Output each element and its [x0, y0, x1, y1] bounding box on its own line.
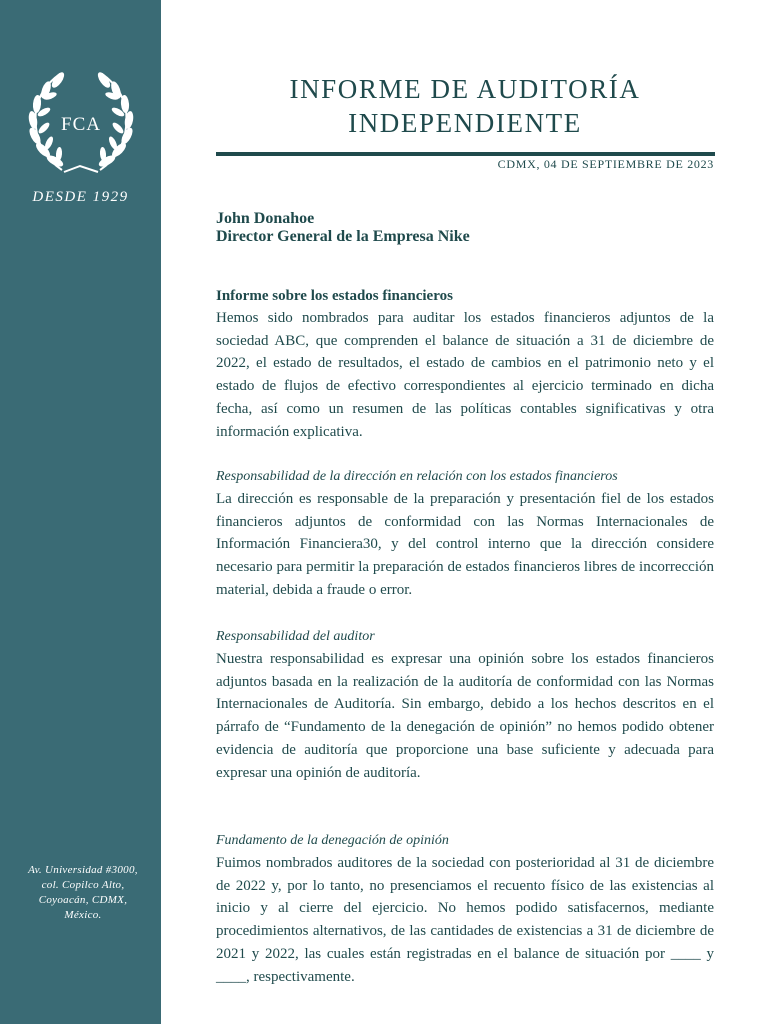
- section-paragraph: Nuestra responsabilidad es expresar una opinión sobre los estados financieros adjuntos basada en la realización de la auditoría de conformidad con las Normas Internacionales de Auditoría. Sin embargo, debido a los hechos descritos en el párrafo de “Fundamento de la denegación de opinión” no hemos podido obtener evidencia de auditoría que proporcione una base suficiente y adecuada para expresar una opinión de auditoría.: [216, 651, 714, 781]
- since-label: DESDE 1929: [32, 189, 129, 205]
- section-heading: Fundamento de la denegación de opinión: [216, 833, 449, 848]
- logo-text: FCA: [61, 114, 101, 135]
- section-paragraph: La dirección es responsable de la preparación y presentación fiel de los estados financieros adjuntos de conformidad con las Normas Internacionales de Información Financiera30, y del control interno que la dirección considere necesario para permitir la preparación de estados financieros libres de incorrección material, debida a fraude o error.: [216, 491, 714, 598]
- title-divider: [216, 152, 715, 156]
- sidebar: [0, 0, 161, 1024]
- address: Av. Universidad #3000, col. Copilco Alto, Coyoacán, CDMX, México.: [28, 864, 138, 921]
- section-financial-statements: [216, 285, 714, 443]
- recipient-name: John Donahoe: [216, 210, 315, 227]
- section-basis-disclaimer: [216, 830, 714, 988]
- section-auditor-responsibility: [216, 626, 714, 784]
- section-heading: Responsabilidad del auditor: [216, 629, 375, 644]
- section-paragraph: Hemos sido nombrados para auditar los estados financieros adjuntos de la sociedad ABC, que comprenden el balance de situación a 31 de diciembre de 2022, el estado de resultados, el estado de cambios en el patrimonio neto y el estado de flujos de efectivo correspondientes al ejercicio terminado en dicha fecha, así como un resumen de las políticas contables significativas y otra información explicativa.: [216, 310, 714, 440]
- recipient-role: Director General de la Empresa Nike: [216, 228, 470, 245]
- page-title: [216, 72, 714, 140]
- section-heading: Responsabilidad de la dirección en relación con los estados financieros: [216, 469, 618, 484]
- title-line-1: INFORME DE AUDITORÍA: [289, 74, 641, 104]
- fca-logo: [22, 70, 140, 180]
- document-date: CDMX, 04 DE SEPTIEMBRE DE 2023: [497, 157, 714, 171]
- section-heading: Informe sobre los estados financieros: [216, 288, 453, 304]
- title-line-2: INDEPENDIENTE: [348, 108, 582, 138]
- recipient: [216, 210, 470, 246]
- section-management-responsibility: [216, 466, 714, 602]
- section-paragraph: Fuimos nombrados auditores de la sociedad con posterioridad al 31 de diciembre de 2022 y, por lo tanto, no presenciamos el recuento físico de las existencias al inicio y al cierre del ejercicio. No hemos podido satisfacernos, mediante procedimientos alternativos, de las cantidades de existencias a 31 de diciembre de 2021 y 2022, las cuales están registradas en el balance de situación por ____ y ____, respectivamente.: [216, 855, 714, 985]
